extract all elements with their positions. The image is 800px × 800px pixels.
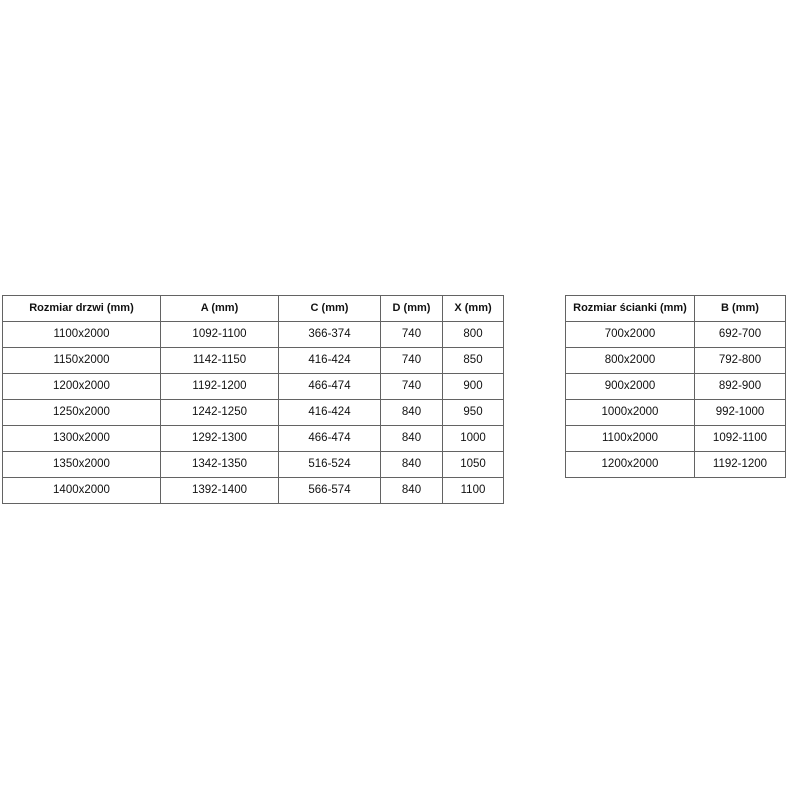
- column-header: Rozmiar ścianki (mm): [566, 296, 695, 322]
- column-header: A (mm): [161, 296, 279, 322]
- column-header: B (mm): [695, 296, 786, 322]
- table-row: [3, 322, 504, 348]
- table-row: [566, 426, 786, 452]
- table-cell: 840: [381, 400, 443, 426]
- wall-table-header-row: [566, 296, 786, 322]
- table-row: [3, 426, 504, 452]
- table-cell: 1100x2000: [3, 322, 161, 348]
- table-row: [566, 348, 786, 374]
- table-row: [3, 374, 504, 400]
- table-row: [3, 452, 504, 478]
- table-cell: 516-524: [279, 452, 381, 478]
- table-cell: 416-424: [279, 348, 381, 374]
- table-cell: 1350x2000: [3, 452, 161, 478]
- table-cell: 366-374: [279, 322, 381, 348]
- table-cell: 1392-1400: [161, 478, 279, 504]
- table-cell: 566-574: [279, 478, 381, 504]
- table-cell: 892-900: [695, 374, 786, 400]
- table-cell: 800: [443, 322, 504, 348]
- table-cell: 1092-1100: [695, 426, 786, 452]
- table-cell: 1342-1350: [161, 452, 279, 478]
- table-cell: 840: [381, 452, 443, 478]
- table-cell: 740: [381, 348, 443, 374]
- table-cell: 900x2000: [566, 374, 695, 400]
- wall-size-table: [565, 295, 786, 478]
- table-cell: 1250x2000: [3, 400, 161, 426]
- table-cell: 416-424: [279, 400, 381, 426]
- table-cell: 1192-1200: [161, 374, 279, 400]
- table-cell: 1292-1300: [161, 426, 279, 452]
- table-cell: 1200x2000: [566, 452, 695, 478]
- table-row: [566, 322, 786, 348]
- column-header: D (mm): [381, 296, 443, 322]
- table-cell: 1200x2000: [3, 374, 161, 400]
- table-cell: 840: [381, 478, 443, 504]
- table-cell: 992-1000: [695, 400, 786, 426]
- table-cell: 1192-1200: [695, 452, 786, 478]
- table-cell: 1100x2000: [566, 426, 695, 452]
- column-header: Rozmiar drzwi (mm): [3, 296, 161, 322]
- table-row: [3, 348, 504, 374]
- table-cell: 1100: [443, 478, 504, 504]
- table-cell: 800x2000: [566, 348, 695, 374]
- table-cell: 1000x2000: [566, 400, 695, 426]
- table-cell: 692-700: [695, 322, 786, 348]
- column-header: C (mm): [279, 296, 381, 322]
- table-cell: 740: [381, 322, 443, 348]
- table-cell: 1092-1100: [161, 322, 279, 348]
- table-cell: 1000: [443, 426, 504, 452]
- table-cell: 700x2000: [566, 322, 695, 348]
- door-table-header-row: [3, 296, 504, 322]
- table-cell: 740: [381, 374, 443, 400]
- table-cell: 1300x2000: [3, 426, 161, 452]
- door-size-table: [2, 295, 504, 504]
- table-row: [566, 452, 786, 478]
- table-row: [3, 400, 504, 426]
- table-cell: 950: [443, 400, 504, 426]
- table-cell: 1150x2000: [3, 348, 161, 374]
- table-cell: 850: [443, 348, 504, 374]
- table-cell: 466-474: [279, 426, 381, 452]
- table-cell: 1400x2000: [3, 478, 161, 504]
- table-cell: 466-474: [279, 374, 381, 400]
- table-cell: 840: [381, 426, 443, 452]
- table-cell: 792-800: [695, 348, 786, 374]
- table-row: [566, 400, 786, 426]
- table-cell: 1142-1150: [161, 348, 279, 374]
- column-header: X (mm): [443, 296, 504, 322]
- table-row: [566, 374, 786, 400]
- table-cell: 1242-1250: [161, 400, 279, 426]
- table-cell: 1050: [443, 452, 504, 478]
- table-cell: 900: [443, 374, 504, 400]
- table-row: [3, 478, 504, 504]
